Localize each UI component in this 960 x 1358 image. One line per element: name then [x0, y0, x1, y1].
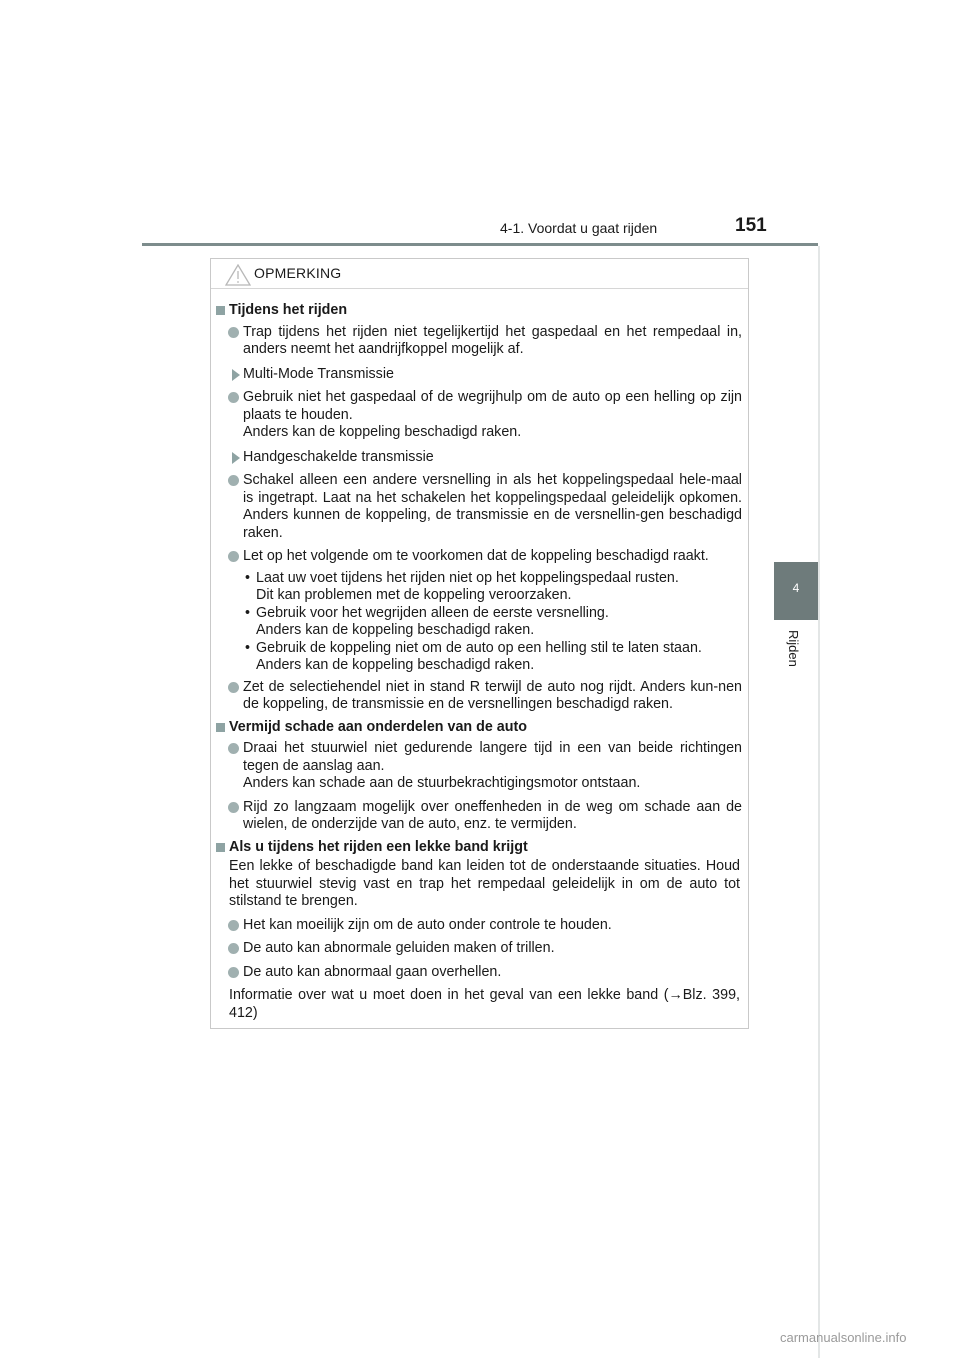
dot-bullet-icon [228, 475, 239, 486]
list-item: Schakel alleen een andere versnelling in als het koppelingspedaal hele-maal is ingetrapt. Laat na het schakelen het koppelingspedaal geleidelijk opkomen. Anders kunnen de koppeling, de transmissie en de versnellin-gen beschadigd raken. [211, 472, 748, 542]
notice-title: OPMERKING [254, 265, 342, 281]
paragraph-reference: Informatie over wat u moet doen in het geval van een lekke band (→Blz. 399, 412) [229, 987, 740, 1021]
subheading-multimode: Multi-Mode Transmissie [211, 366, 748, 384]
list-item: Draai het stuurwiel niet gedurende langere tijd in een van beide richtingen tegen de aanslag aan. Anders kan schade aan de stuurbekrachtigingsmotor ontstaan. [211, 740, 748, 793]
triangle-bullet-icon [232, 452, 240, 464]
header-rule [142, 243, 818, 246]
list-item: Let op het volgende om te voorkomen dat de koppeling beschadigd raakt. [211, 548, 748, 566]
list-item: De auto kan abnormale geluiden maken of trillen. [211, 940, 748, 958]
chapter-number: 4 [792, 581, 800, 595]
subheading-manual: Handgeschakelde transmissie [211, 449, 748, 467]
warning-triangle-icon [225, 264, 251, 286]
notice-header [211, 259, 748, 289]
dot-bullet-icon [228, 967, 239, 978]
heading-while-driving: Tijdens het rijden [211, 302, 748, 320]
notice-content [211, 299, 748, 1022]
paragraph: Een lekke of beschadigde band kan leiden tot de onderstaande situaties. Houd het stuurwiel stevig vast en trap het rempedaal geleidelijk in om de auto tot stilstand te brengen. [229, 858, 740, 909]
triangle-bullet-icon [232, 369, 240, 381]
chapter-label: Rijden [786, 630, 801, 667]
dash-item: • Gebruik voor het wegrijden alleen de eerste versnelling. Anders kan de koppeling beschadigd raken. [245, 604, 609, 638]
list-item: Zet de selectiehendel niet in stand R terwijl de auto nog rijdt. Anders kun-nen de koppeling, de transmissie en de versnellingen beschadigd raken. [211, 679, 748, 714]
dash-item: • Laat uw voet tijdens het rijden niet op het koppelingspedaal rusten. Dit kan problemen met de koppeling veroorzaken. [245, 569, 679, 603]
side-rule [818, 246, 820, 1358]
list-item: Gebruik niet het gaspedaal of de wegrijhulp om de auto op een helling op zijn plaats te houden. Anders kan de koppeling beschadigd raken. [211, 389, 748, 442]
page-header [0, 0, 960, 250]
heading-avoid-damage: Vermijd schade aan onderdelen van de auto [211, 719, 748, 737]
dot-bullet-icon [228, 943, 239, 954]
watermark: carmanualsonline.info [780, 1330, 907, 1345]
square-bullet-icon [216, 723, 225, 732]
square-bullet-icon [216, 306, 225, 315]
list-item: Rijd zo langzaam mogelijk over oneffenheden in de weg om schade aan de wielen, de onderzijde van de auto, enz. te vermijden. [211, 799, 748, 834]
dash-item: • Gebruik de koppeling niet om de auto op een helling stil te laten staan. Anders kan de koppeling beschadigd raken. [245, 639, 702, 673]
dot-bullet-icon [228, 920, 239, 931]
chapter-tab [774, 562, 818, 620]
page-number: 151 [735, 215, 767, 236]
dot-bullet-icon [228, 802, 239, 813]
dot-bullet-icon [228, 743, 239, 754]
section-title: 4-1. Voordat u gaat rijden [500, 220, 658, 236]
dot-bullet-icon [228, 682, 239, 693]
list-item: De auto kan abnormaal gaan overhellen. [211, 964, 748, 982]
list-item: Het kan moeilijk zijn om de auto onder controle te houden. [211, 917, 748, 935]
list-item: Trap tijdens het rijden niet tegelijkertijd het gaspedaal en het rempedaal in, anders neemt het aandrijfkoppel mogelijk af. [211, 324, 748, 359]
dot-bullet-icon [228, 327, 239, 338]
heading-flat-tire: Als u tijdens het rijden een lekke band krijgt [211, 839, 748, 857]
square-bullet-icon [216, 843, 225, 852]
dot-bullet-icon [228, 551, 239, 562]
dot-bullet-icon [228, 392, 239, 403]
notice-box [210, 258, 749, 1029]
